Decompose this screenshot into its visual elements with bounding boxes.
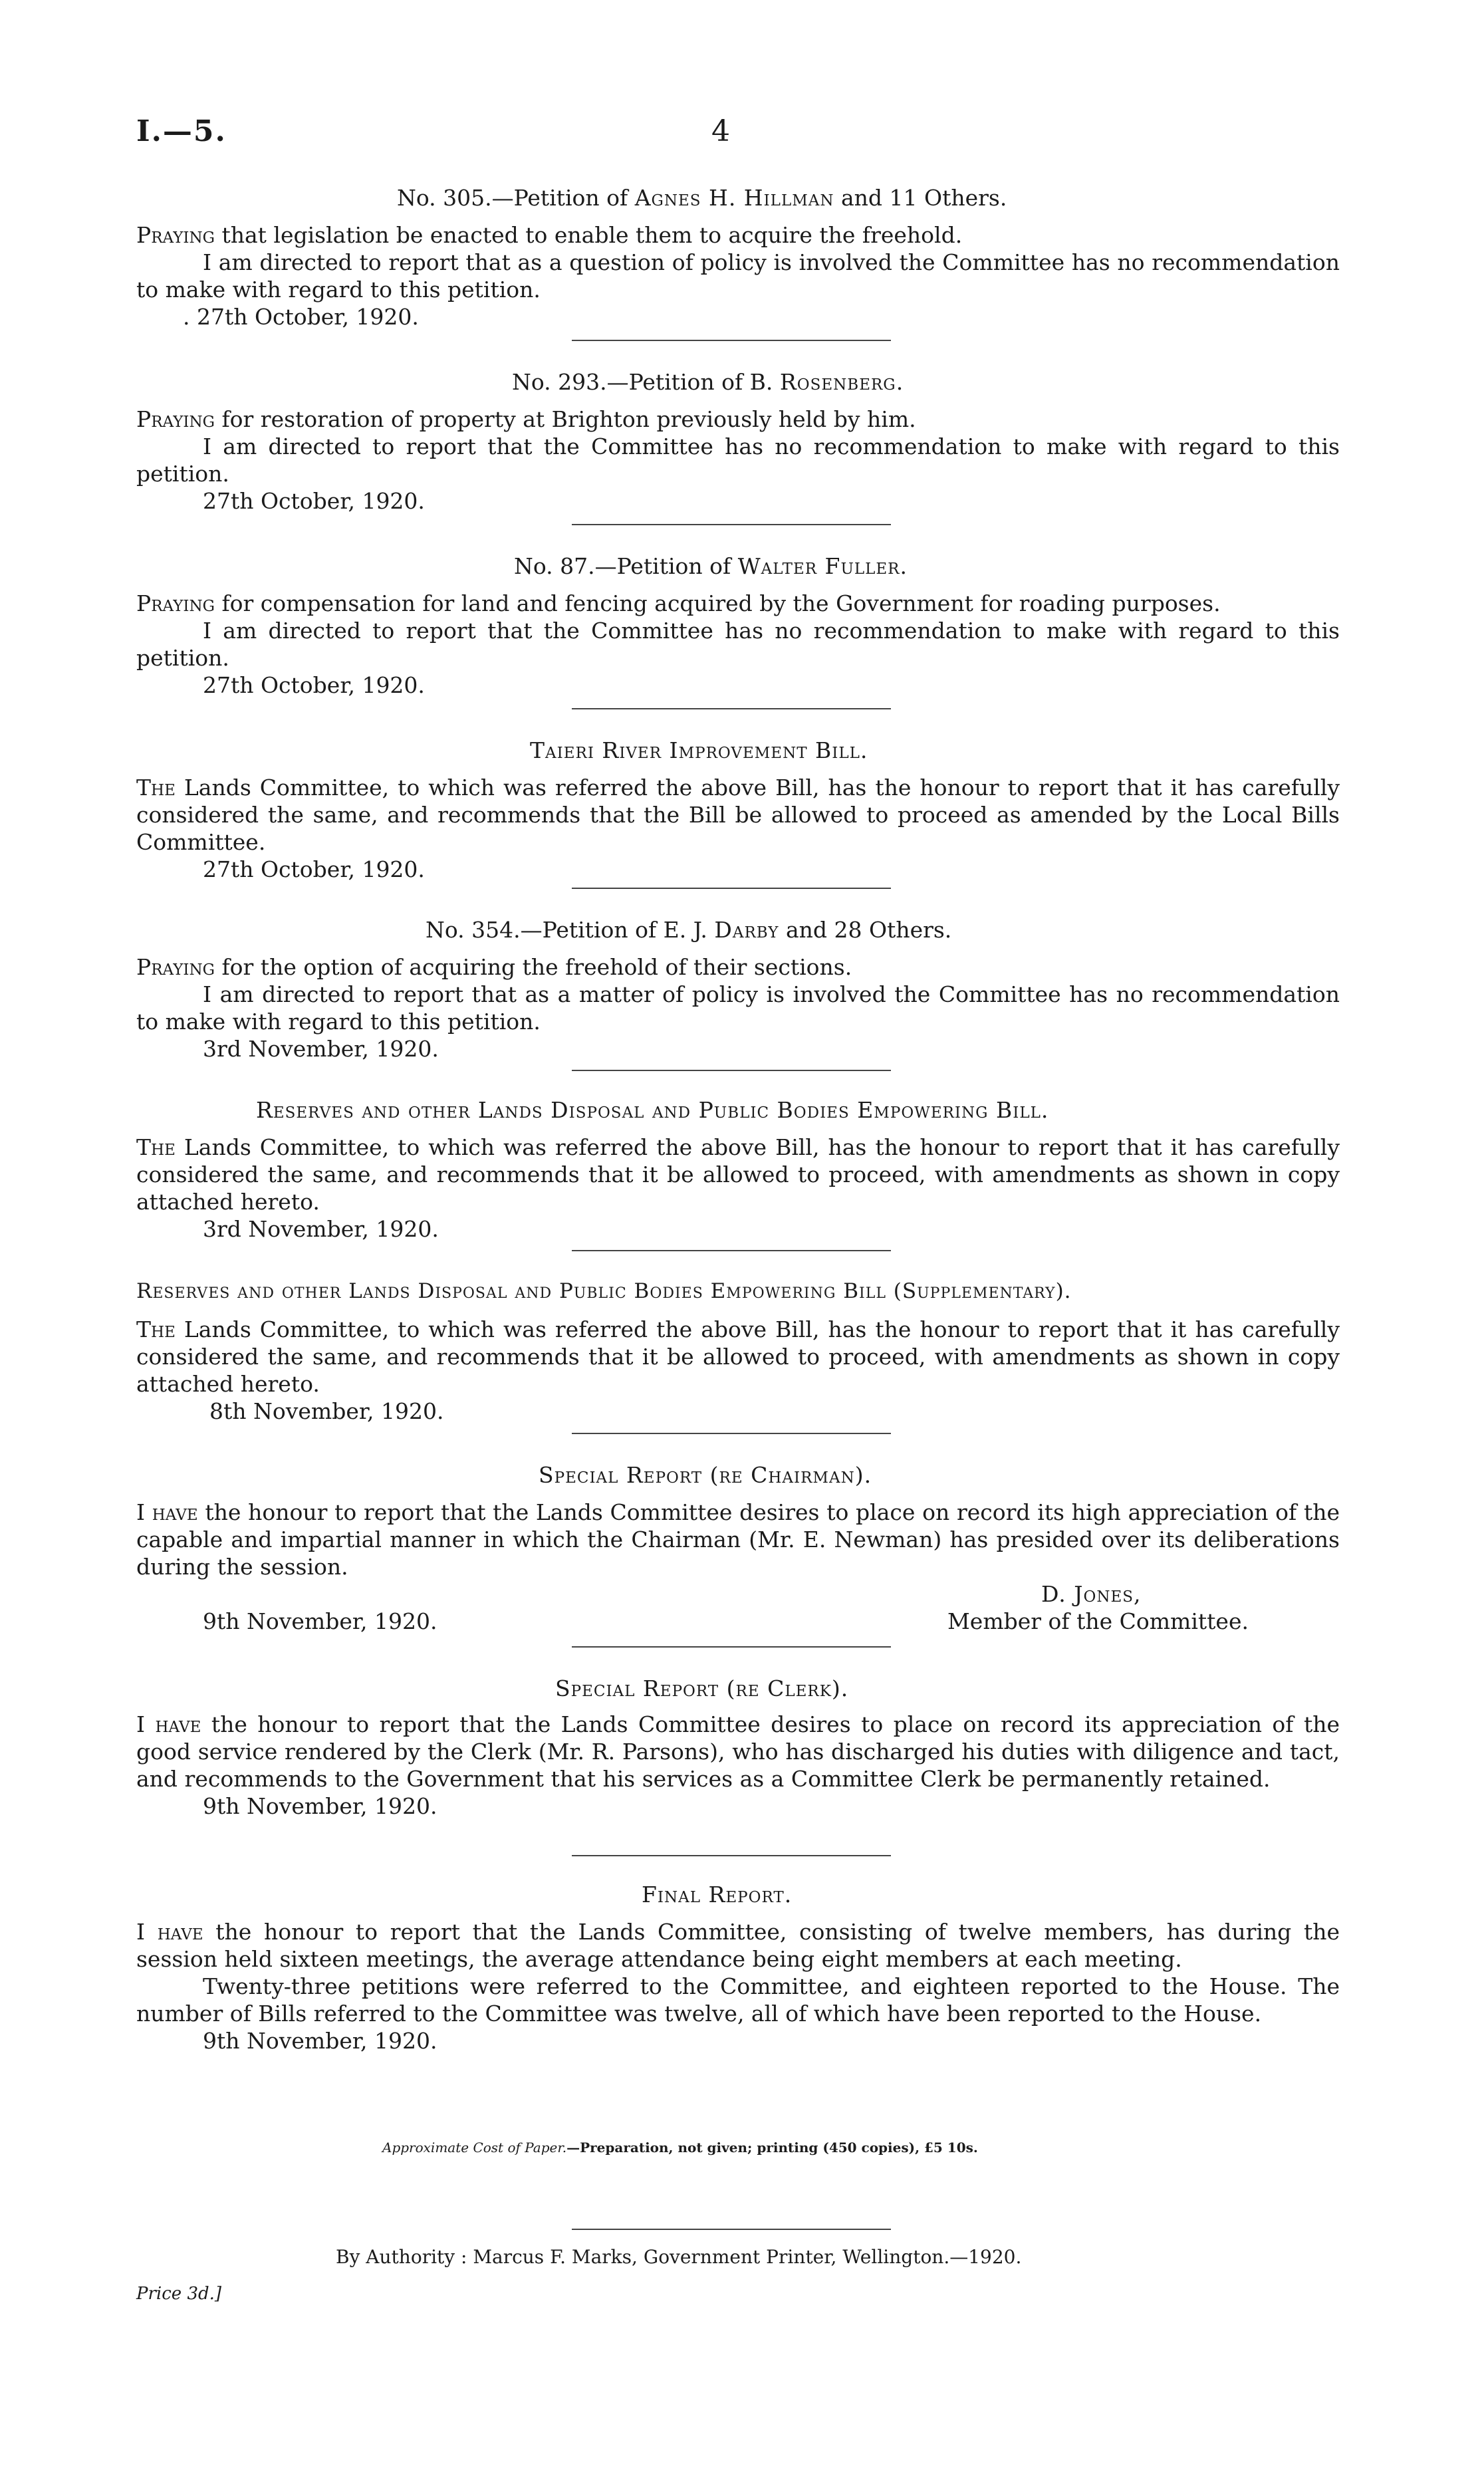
section-heading: No. 354.—Petition of E. J. Darby and 28 Others.: [426, 917, 952, 943]
divider: [572, 1433, 891, 1434]
paragraph: The Lands Committee, to which was referred the above Bill, has the honour to report that it has carefully considered the same, and recommends that the Bill be allowed to proceed as amended by the Local Bills Committee.: [136, 775, 1340, 855]
divider: [572, 524, 891, 525]
paragraph: The Lands Committee, to which was referred the above Bill, has the honour to report that it has carefully considered the same, and recommends that it be allowed to proceed, with amendments as shown in copy attached hereto.: [136, 1134, 1340, 1215]
petition-293: [136, 406, 1340, 515]
document-id: I.—5.: [136, 114, 227, 148]
divider: [572, 1855, 891, 1856]
paragraph: Twenty-three petitions were referred to the Committee, and eighteen reported to the House. The number of Bills referred to the Committee was twelve, all of which have been reported to the House.: [136, 1973, 1340, 2027]
date: . 27th October, 1920.: [183, 304, 419, 330]
paragraph: Praying for restoration of property at Brighton previously held by him.: [136, 406, 916, 432]
paragraph: I am directed to report that as a question of policy is involved the Committee has no recommendation to make with regard to this petition.: [136, 249, 1340, 303]
date: 27th October, 1920.: [203, 488, 425, 514]
divider: [572, 1070, 891, 1071]
section-heading: Reserves and other Lands Disposal and Public Bodies Empowering Bill.: [256, 1097, 1049, 1123]
section-heading: No. 293.—Petition of B. Rosenberg.: [512, 369, 904, 395]
petition-305: [136, 221, 1340, 330]
petition-354: [136, 953, 1340, 1062]
date: 9th November, 1920.: [203, 1793, 437, 1819]
date: 9th November, 1920.: [203, 1608, 437, 1634]
date: 9th November, 1920.: [203, 2028, 437, 2054]
price: Price 3d.]: [136, 2284, 222, 2304]
divider: [572, 708, 891, 709]
paragraph: The Lands Committee, to which was referred the above Bill, has the honour to report that it has carefully considered the same, and recommends that it be allowed to proceed, with amendments as shown in copy attached hereto.: [136, 1316, 1340, 1397]
paragraph: Praying for compensation for land and fencing acquired by the Government for roading purposes.: [136, 590, 1221, 616]
special-report-chairman: [136, 1499, 1340, 1580]
section-heading: No. 305.—Petition of Agnes H. Hillman and 11 Others.: [397, 185, 1007, 211]
section-heading: Final Report.: [642, 1882, 793, 1908]
divider: [572, 888, 891, 889]
paragraph: I have the honour to report that the Lands Committee desires to place on record its appreciation of the good service rendered by the Clerk (Mr. R. Parsons), who has discharged his duties with diligence and tact, and recommends to the Government that his services as a Committee Clerk be permanently retained.: [136, 1711, 1340, 1792]
divider: [572, 1250, 891, 1251]
signer-name: D. Jones,: [1041, 1581, 1142, 1607]
cost-of-paper: Approximate Cost of Paper.—Preparation, not given; printing (450 copies), £5 10s.: [382, 2140, 978, 2156]
page-number: 4: [711, 114, 730, 148]
printer-authority: By Authority : Marcus F. Marks, Government Printer, Wellington.—1920.: [336, 2246, 1022, 2268]
section-heading: Special Report (re Clerk).: [555, 1675, 849, 1701]
taieri-bill: [136, 774, 1340, 883]
date: 27th October, 1920.: [203, 856, 425, 882]
section-heading: Taieri River Improvement Bill.: [530, 737, 868, 763]
final-report: [136, 1918, 1340, 2054]
paragraph: I have the honour to report that the Lands Committee desires to place on record its high appreciation of the capable and impartial manner in which the Chairman (Mr. E. Newman) has presided over its deliberations during the session.: [136, 1499, 1340, 1580]
paragraph: Praying for the option of acquiring the freehold of their sections.: [136, 954, 852, 980]
date: 27th October, 1920.: [203, 672, 425, 698]
section-heading: Special Report (re Chairman).: [539, 1462, 872, 1488]
paragraph: I am directed to report that the Committee has no recommendation to make with regard to this petition.: [136, 433, 1340, 487]
paragraph: I have the honour to report that the Lands Committee, consisting of twelve members, has during the session held sixteen meetings, the average attendance being eight members at each meeting.: [136, 1919, 1340, 1972]
reserves-bill-supplementary: [136, 1316, 1340, 1425]
special-report-clerk: [136, 1711, 1340, 1820]
date: 8th November, 1920.: [209, 1398, 444, 1424]
section-heading: Reserves and other Lands Disposal and Public Bodies Empowering Bill (Supplementary).: [136, 1279, 1072, 1303]
paragraph: I am directed to report that as a matter of policy is involved the Committee has no recommendation to make with regard to this petition.: [136, 981, 1340, 1035]
date: 3rd November, 1920.: [203, 1036, 439, 1062]
signer-title: Member of the Committee.: [947, 1608, 1249, 1634]
divider: [572, 2229, 891, 2230]
reserves-bill: [136, 1134, 1340, 1243]
date: 3rd November, 1920.: [203, 1216, 439, 1242]
section-heading: No. 87.—Petition of Walter Fuller.: [514, 553, 907, 579]
paragraph: Praying that legislation be enacted to enable them to acquire the freehold.: [136, 222, 963, 248]
paragraph: I am directed to report that the Committee has no recommendation to make with regard to this petition.: [136, 618, 1340, 671]
petition-87: [136, 590, 1340, 699]
divider: [572, 340, 891, 341]
divider: [572, 1646, 891, 1648]
